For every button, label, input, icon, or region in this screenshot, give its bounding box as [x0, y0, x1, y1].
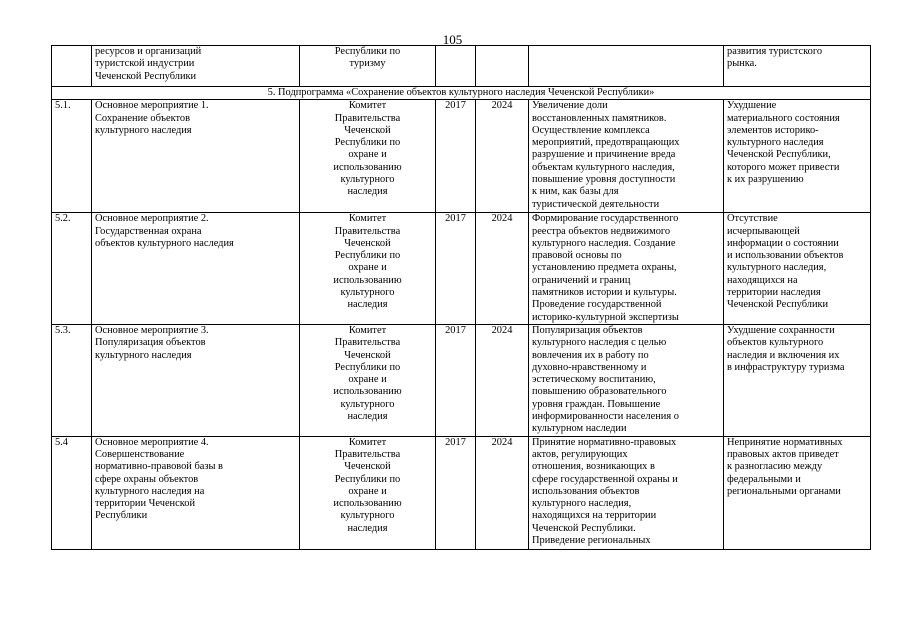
- cell-executor: Комитет Правительства Чеченской Республики по охране и использованию культурного наследия: [300, 436, 436, 549]
- program-measures-table: [51, 45, 871, 550]
- cell-end-year: 2024: [476, 213, 529, 325]
- cell-measure-name: Основное мероприятие 4. Совершенствование нормативно-правовой базы в сфере охраны объектов культурного наследия на территории Чеченской Республики: [92, 436, 300, 549]
- cell-measure-name: ресурсов и организаций туристской индустрии Чеченской Республики: [92, 46, 300, 87]
- cell-start-year: 2017: [436, 324, 476, 436]
- cell-number: 5.4: [52, 436, 92, 549]
- cell-number: 5.2.: [52, 213, 92, 325]
- cell-executor: Комитет Правительства Чеченской Республики по охране и использованию культурного наследия: [300, 324, 436, 436]
- cell-expected-result: [529, 46, 724, 87]
- table-row: [52, 436, 871, 549]
- page-number: 105: [442, 32, 463, 47]
- cell-expected-result: Популяризация объектов культурного наследия с целью вовлечения их в работу по духовно-нравственному и эстетическому воспитанию, повышению образовательного уровня граждан. Повышение информированности населения о культурном наследии: [529, 324, 724, 436]
- cell-end-year: [476, 46, 529, 87]
- continuation-row: [52, 46, 871, 87]
- cell-measure-name: Основное мероприятие 2. Государственная охрана объектов культурного наследия: [92, 213, 300, 325]
- cell-end-year: 2024: [476, 436, 529, 549]
- cell-consequence: Отсутствие исчерпывающей информации о состоянии и использовании объектов культурного наследия, находящихся на территории наследия Чеченской Республики: [724, 213, 871, 325]
- cell-number: 5.3.: [52, 324, 92, 436]
- cell-measure-name: Основное мероприятие 1. Сохранение объектов культурного наследия: [92, 100, 300, 213]
- cell-consequence: Ухудшение сохранности объектов культурного наследия и включения их в инфраструктуру туризма: [724, 324, 871, 436]
- cell-end-year: 2024: [476, 100, 529, 213]
- cell-number: 5.1.: [52, 100, 92, 213]
- cell-consequence: Непринятие нормативных правовых актов приведет к разногласию между федеральными и региональными органами: [724, 436, 871, 549]
- cell-consequence: Ухудшение материального состояния элементов историко- культурного наследия Чеченской Республики, которого может привести к их разрушению: [724, 100, 871, 213]
- cell-start-year: 2017: [436, 100, 476, 213]
- subprogram-title: 5. Подпрограмма «Сохранение объектов культурного наследия Чеченской Республики»: [52, 87, 871, 100]
- cell-number: [52, 46, 92, 87]
- cell-executor: Республики по туризму: [300, 46, 436, 87]
- cell-end-year: 2024: [476, 324, 529, 436]
- table-row: [52, 324, 871, 436]
- cell-expected-result: Принятие нормативно-правовых актов, регулирующих отношения, возникающих в сфере государственной охраны и использования объектов культурного наследия, находящихся на территории Чеченской Республики. Приведение региональных: [529, 436, 724, 549]
- cell-start-year: 2017: [436, 213, 476, 325]
- cell-executor: Комитет Правительства Чеченской Республики по охране и использованию культурного наследия: [300, 213, 436, 325]
- cell-measure-name: Основное мероприятие 3. Популяризация объектов культурного наследия: [92, 324, 300, 436]
- subprogram-header-row: [52, 87, 871, 100]
- cell-expected-result: Увеличение доли восстановленных памятников. Осуществление комплекса мероприятий, предотвращающих разрушение и причинение вреда объектам культурного наследия, повышение уровня доступности к ним, как базы для туристической деятельности: [529, 100, 724, 213]
- cell-consequence: развития туристского рынка.: [724, 46, 871, 87]
- cell-start-year: [436, 46, 476, 87]
- cell-expected-result: Формирование государственного реестра объектов недвижимого культурного наследия. Создание правовой основы по установлению предмета охраны, ограничений и границ памятников истории и культуры. Проведение государственной историко-культурной экспертизы: [529, 213, 724, 325]
- cell-start-year: 2017: [436, 436, 476, 549]
- table-row: [52, 100, 871, 213]
- table-row: [52, 213, 871, 325]
- cell-executor: Комитет Правительства Чеченской Республики по охране и использованию культурного наследия: [300, 100, 436, 213]
